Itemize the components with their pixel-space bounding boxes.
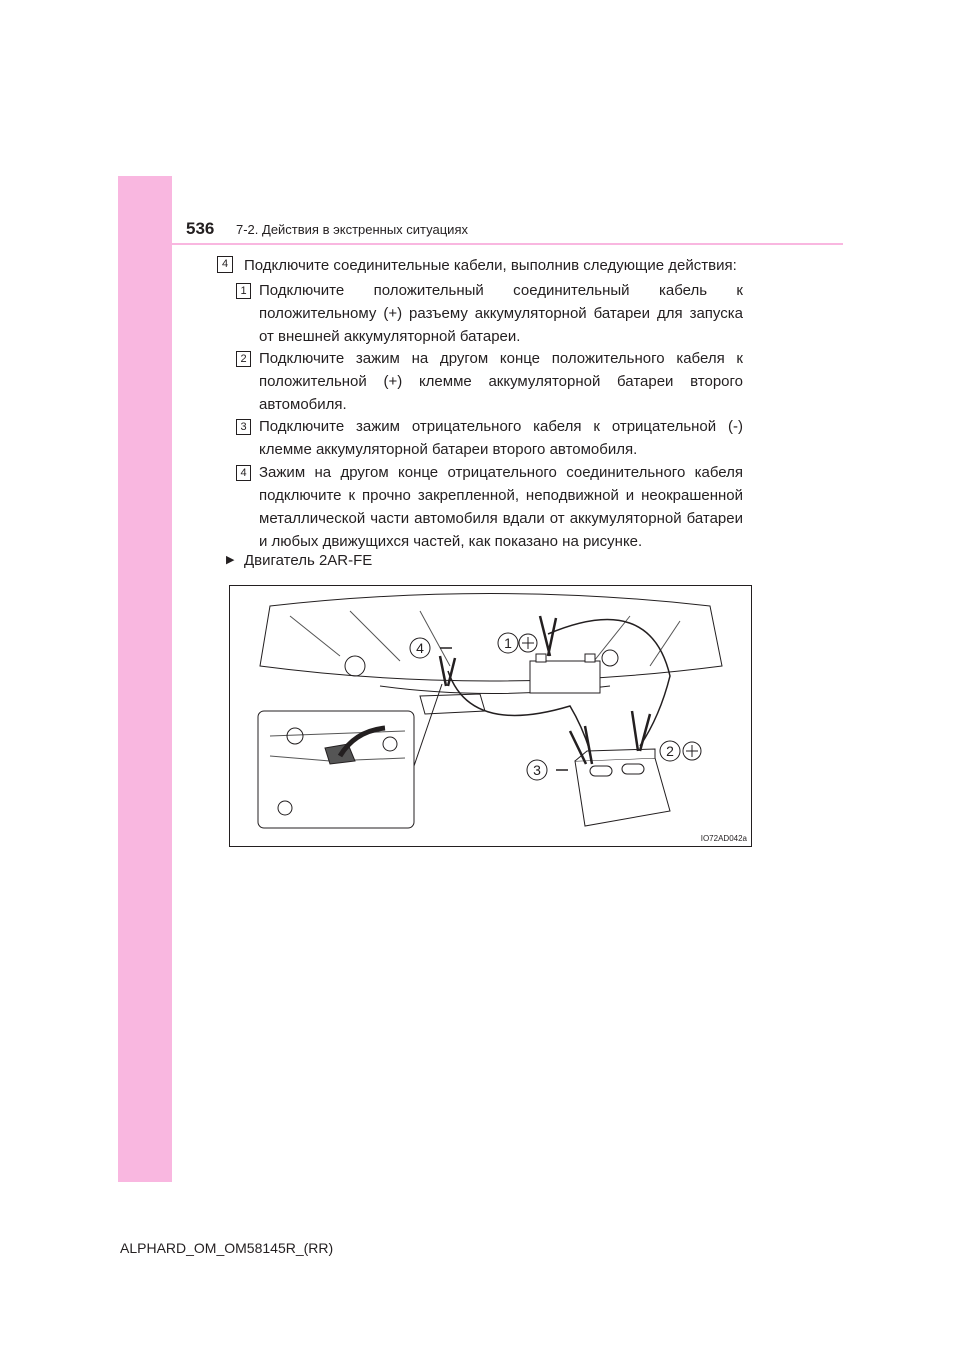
footer-code: ALPHARD_OM_OM58145R_(RR) [120, 1240, 334, 1256]
engine-cap [602, 650, 618, 666]
page-number: 536 [186, 219, 215, 238]
substep-3-number: 3 [236, 419, 251, 435]
substep-3-text: Подключите зажим отрицательного кабеля к отрицательной (-) клемме аккумуляторной батареи второго автомобиля. [259, 418, 743, 458]
callout-3-label: 3 [533, 762, 541, 778]
engine-detail-lines [290, 611, 680, 666]
inset-pointer [414, 684, 442, 766]
substep-4-number: 4 [236, 465, 251, 481]
plus-sign-2 [686, 745, 698, 757]
plus-sign-1 [522, 637, 534, 649]
clamp-positive-car [540, 616, 556, 656]
substep-2-number: 2 [236, 351, 251, 367]
car-battery-terminal-minus [585, 654, 595, 662]
engine-bay-drawing [230, 586, 751, 846]
clamp-positive-second [632, 711, 650, 751]
bracket [420, 694, 485, 714]
engine-label: Двигатель 2AR-FE [244, 552, 373, 569]
bullet-arrow-icon: ▶ [226, 554, 235, 566]
engine-bay-outline [260, 594, 722, 682]
substep-4-text: Зажим на другом конце отрицательного соединительного кабеля подключите к прочно закрепленной, неподвижной и неокрашенной металлической части автомобиля вдали от аккумуляторной батареи и любых движущихся частей, как показано на рисунке. [259, 464, 743, 550]
substep-1-text: Подключите положительный соединительный кабель к положительному (+) разъему аккумуляторной батареи для запуска от внешней аккумуляторной батареи. [259, 282, 743, 345]
engine-cap [345, 656, 365, 676]
callout-4-label: 4 [416, 640, 424, 656]
side-tab [118, 176, 172, 1182]
jump-start-illustration [229, 585, 752, 847]
substep-1-number: 1 [236, 283, 251, 299]
second-battery-minus-post [590, 766, 612, 776]
header-divider [172, 243, 843, 245]
second-battery-plus-post [622, 764, 644, 774]
callout-2-label: 2 [666, 743, 674, 759]
figure-code: IO72AD042a [700, 834, 747, 843]
step-intro: Подключите соединительные кабели, выполнив следующие действия: [244, 257, 737, 274]
car-battery-terminal-plus [536, 654, 546, 662]
inset-frame [258, 711, 414, 828]
step-number-box: 4 [217, 256, 233, 273]
substep-2-text: Подключите зажим на другом конце положительного кабеля к положительной (+) клемме аккумуляторной батареи второго автомобиля. [259, 350, 743, 413]
section-title: 7-2. Действия в экстренных ситуациях [236, 222, 468, 237]
callout-1-label: 1 [504, 635, 512, 651]
car-battery [530, 661, 600, 693]
